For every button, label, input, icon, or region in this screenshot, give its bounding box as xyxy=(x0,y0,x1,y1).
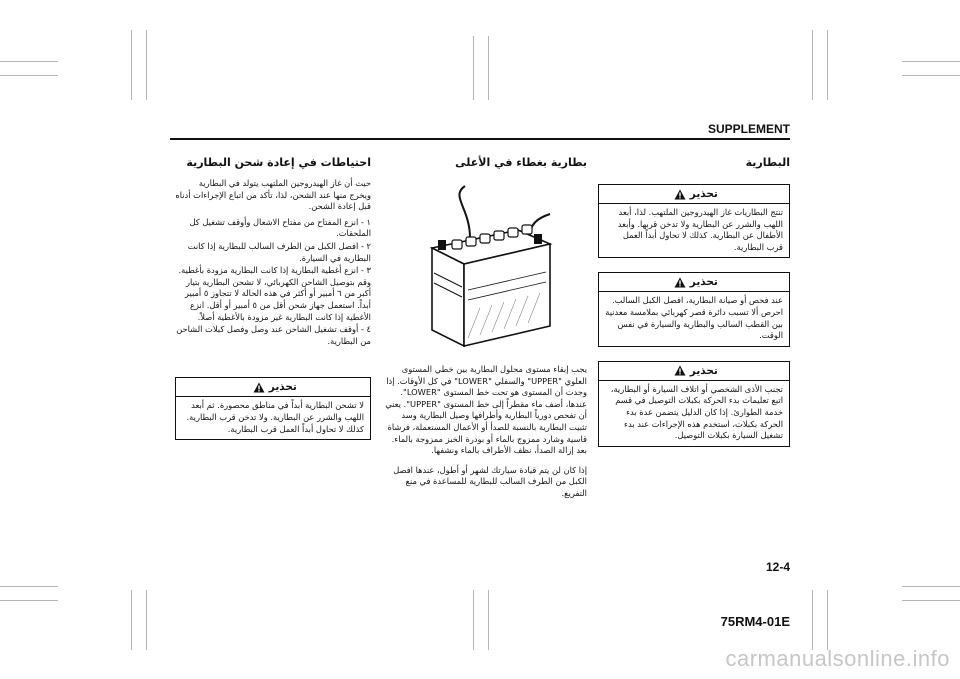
crop-mark xyxy=(0,61,58,62)
middle-column xyxy=(383,156,587,500)
watermark[interactable]: carmanualsonline.info xyxy=(725,646,950,671)
warning-heading-text: تحذير xyxy=(268,381,297,394)
left-column xyxy=(175,156,371,440)
crop-mark xyxy=(812,30,813,100)
charging-intro: حيث أن غاز الهيدروجين الملتهب يتولد في البطارية ويخرج منها عند الشحن، لذا، تأكد من اتباع الإجراءات أدناه قبل إعادة الشحن. xyxy=(175,178,371,212)
document-code: 75RM4-01E xyxy=(720,614,790,629)
list-item: ٣ - انزع أغطية البطارية إذا كانت البطارية مزودة بأغطية. وقم بتوصيل الشاحن الكهربائي، لا تشحن البطارية بتيار أكبر من ٦ أمبير أو أكثر في هذه الحالة لا تتجاوز ٥ أمبير أبداً. استعمل جهاز شحن أقل من ٥ أمبير أو أقل. انزع الأغطية إذا كانت البطارية غير مزودة بالأغطية أصلاً. xyxy=(178,265,371,322)
warning-box xyxy=(598,361,790,447)
crop-mark xyxy=(902,61,960,62)
charging-precautions-title: احتياطات في إعادة شحن البطارية xyxy=(186,156,371,169)
crop-mark xyxy=(131,30,132,100)
battery-icon xyxy=(410,178,560,358)
warning-text: لا تشحن البطارية أبداً في مناطق محصورة. ثم أبعد اللهب والشرر عن البطارية. ولا تدخن قرب البطارية. كذلك لا تحاول أبداً العمل قرب البطارية. xyxy=(186,400,364,434)
top-cap-battery-title: بطارية بغطاء في الأعلى xyxy=(455,156,587,169)
warning-heading-text: تحذير xyxy=(689,364,718,377)
charging-steps xyxy=(175,217,371,348)
crop-mark xyxy=(131,590,132,650)
crop-mark xyxy=(473,36,474,100)
right-column xyxy=(598,156,790,447)
section-label: SUPPLEMENT xyxy=(707,122,790,136)
page-number: 12-4 xyxy=(765,560,790,574)
crop-mark xyxy=(902,586,960,587)
crop-mark xyxy=(0,600,58,601)
crop-mark xyxy=(488,36,489,100)
electrolyte-paragraph: يجب إبقاء مستوى محلول البطارية بين خطي المستوى العلوي "UPPER" والسفلي "LOWER" في كل الأوقات. إذا وجدت أن المستوى هو تحت خط المستوى "LOWER". عندها، أضف ماء مقطراً إلى خط المستوى "UPPER". يعني أن تفحص دورياً البطارية وأطرافها وصيل البطارية وسد تثبيت البطارية بالنسبة للصدأ أو الأعمال المستعملة، فرشاة قاسية وشارد ممزوج بالماء أو بودرة الخبز ممزوجة بالماء. بعد إزالة الصدأ، نظف الأطراف بالماء ونشفها. xyxy=(385,364,587,456)
warning-text: عند فحص أو صيانة البطارية، افصل الكبل السالب. احرص ألا تسبب دائرة قصر كهربائي بملامسة معدنية بين القطب السالب والبطارية والسيارة في نفس الوقت. xyxy=(605,295,783,341)
warning-box xyxy=(175,377,371,440)
battery-illustration xyxy=(383,178,587,364)
warning-heading xyxy=(176,378,370,397)
warning-heading xyxy=(599,362,789,381)
crop-mark xyxy=(146,590,147,650)
crop-mark xyxy=(902,600,960,601)
list-item: ٢ - افصل الكبل من الطرف السالب للبطارية إذا كانت البطارية في السيارة. xyxy=(187,240,371,263)
storage-paragraph: إذا كان لن يتم قيادة سيارتك لشهر أو أطول، عندها افصل الكبل من الطرف السالب للبطارية للمساعدة في منع التفريغ. xyxy=(393,464,587,498)
crop-mark xyxy=(827,590,828,650)
warning-text: تجنب الأذى الشخصي أو اتلاف السيارة أو البطارية، اتبع تعليمات بدء الحركة بكبلات التوصيل في قسم خدمة الطوارئ. إذا كان الدليل يتضمن عدة بدء الحركة بكبلات، استخدم هذه الإجراءات عند بدء تشغيل السيارة بكبلات التوصيل. xyxy=(610,383,783,441)
crop-mark xyxy=(473,590,474,650)
warning-heading xyxy=(599,273,789,292)
warning-heading-text: تحذير xyxy=(689,276,718,289)
list-item: ١ - انزع المفتاح من مفتاح الاشعال وأوقف تشغيل كل الملحقات. xyxy=(189,216,371,239)
warning-triangle-icon xyxy=(253,382,265,393)
header-rule xyxy=(170,138,790,140)
warning-text: تنتج البطاريات غاز الهيدروجين الملتهب. لذا، أبعد اللهب والشرر عن البطارية ولا تدخن قربها. وأبعد الأطفال عن البطارية. كذلك لا تحاول أبداً العمل قرب البطارية. xyxy=(617,207,783,252)
crop-mark xyxy=(146,30,147,100)
battery-section-title: البطارية xyxy=(745,156,790,169)
crop-mark xyxy=(812,590,813,650)
crop-mark xyxy=(488,590,489,650)
crop-mark xyxy=(827,30,828,100)
list-item: ٤ - أوقف تشغيل الشاحن عند وصل وفصل كبلات الشاحن من البطارية. xyxy=(176,324,371,346)
crop-mark xyxy=(902,75,960,76)
warning-heading-text: تحذير xyxy=(689,188,718,200)
crop-mark xyxy=(0,586,58,587)
warning-heading xyxy=(599,185,789,204)
warning-box xyxy=(598,184,790,258)
warning-box xyxy=(598,272,790,346)
warning-triangle-icon xyxy=(674,365,686,376)
crop-mark xyxy=(0,75,58,76)
warning-triangle-icon xyxy=(674,189,686,200)
warning-triangle-icon xyxy=(674,277,686,288)
